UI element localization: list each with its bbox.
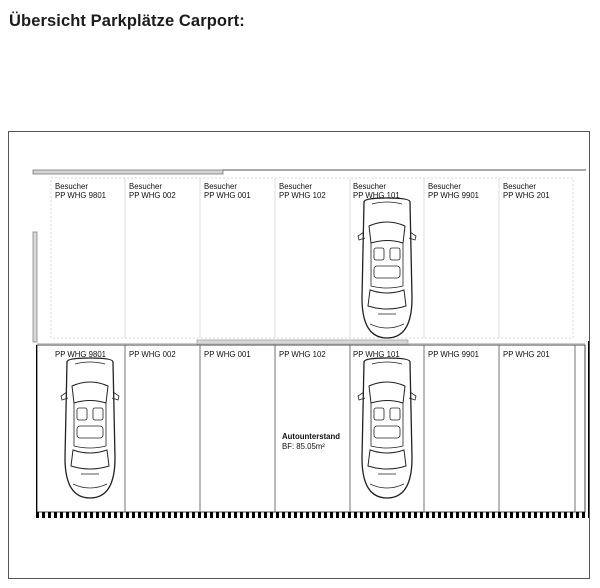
car-icon (61, 358, 119, 498)
right-wall-hatch (585, 341, 589, 518)
carport-area (37, 345, 585, 512)
car-icon (358, 358, 416, 498)
parking-spot-label: Besucher PP WHG 9801 (55, 182, 106, 200)
parking-spot-label: Besucher PP WHG 9901 (428, 182, 479, 200)
carport-title: Autounterstand (282, 432, 341, 441)
carport-spot-label: PP WHG 101 (353, 350, 400, 359)
bottom-wall-hatch (33, 512, 589, 518)
parking-spot-label: Besucher PP WHG 002 (129, 182, 176, 200)
carport-area-value: BF: 85.05m² (282, 442, 325, 451)
car-icon (358, 198, 416, 338)
parking-spot-label: Besucher PP WHG 101 (353, 182, 400, 200)
row-divider (197, 340, 408, 345)
carport-spot-label: PP WHG 9901 (428, 350, 479, 359)
left-wall-hatch (33, 345, 37, 518)
carport-spot-label: PP WHG 002 (129, 350, 176, 359)
carport-spot-label: PP WHG 102 (279, 350, 326, 359)
parking-spot-label: Besucher PP WHG 001 (204, 182, 251, 200)
parking-spot-label: Besucher PP WHG 201 (503, 182, 550, 200)
parking-spot-label: Besucher PP WHG 102 (279, 182, 326, 200)
carport-spot-label: PP WHG 9801 (55, 350, 106, 359)
carport-spot-label: PP WHG 001 (204, 350, 251, 359)
top-wall (33, 170, 223, 174)
carport-spot-label: PP WHG 201 (503, 350, 550, 359)
page-title: Übersicht Parkplätze Carport: (9, 12, 245, 30)
